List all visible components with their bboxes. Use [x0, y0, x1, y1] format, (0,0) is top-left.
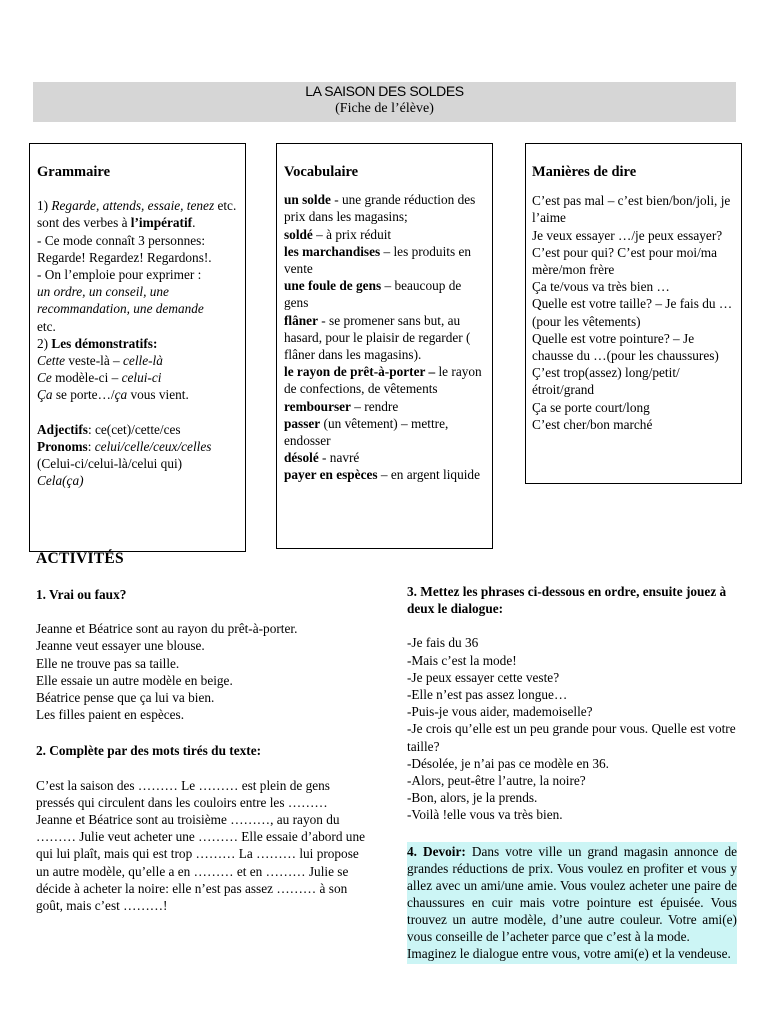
vocab-definition: (un vêtement) – mettre, endosser [284, 415, 449, 449]
spacer [36, 603, 366, 620]
expression-line: Je veux essayer …/je peux essayer? [532, 227, 723, 243]
statement-line: Jeanne veut essayer une blouse. [36, 638, 205, 654]
number-label: 2) [37, 335, 52, 351]
grammaire-adjectifs [37, 421, 239, 438]
dialogue-line: -Désolée, je n’ai pas ce modèle en 36. [407, 755, 609, 771]
expression-line: Ça te/vous va très bien … [532, 279, 670, 295]
vocab-term: rembourser [284, 398, 351, 414]
vocab-term: une foule de gens [284, 278, 382, 294]
text: celui/celle/ceux/celles [94, 438, 212, 454]
exercise-4-title: 4. Devoir: [407, 843, 466, 859]
dialogue-line: -Voilà !elle vous va très bien. [407, 807, 563, 823]
manieres-box [525, 143, 742, 484]
expression-line: Ç’est trop(assez) long/petit/étroit/grand [532, 365, 680, 398]
vocab-term: soldé [284, 226, 313, 242]
dialogue-line: -Mais c’est la mode! [407, 652, 517, 668]
dialogue-line: -Alors, peut-être l’autre, la noire? [407, 773, 586, 789]
grammaire-pronoms [37, 438, 239, 490]
dialogue-line: -Elle n’est pas assez longue… [407, 687, 568, 703]
text: : ce(cet)/cette/ces [87, 421, 181, 437]
term-adjectifs: Adjectifs [37, 421, 88, 437]
text: Ça [37, 387, 53, 403]
text: etc. [37, 318, 56, 334]
grammaire-demonstratifs [37, 335, 239, 404]
exercise-3-title: 3. Mettez les phrases ci-dessous en ordre, ensuite jouez à deux le dialogue: [407, 584, 727, 617]
expression-line: C’est pour qui? C’est pour moi/ma mère/mon frère [532, 244, 718, 278]
vocab-term: désolé [284, 450, 319, 466]
dialogue-line: -Je crois qu’elle est un peu grande pour vous. Quelle est votre taille? [407, 721, 736, 754]
vocab-entry [284, 191, 487, 225]
dialogue-line: -Je peux essayer cette veste? [407, 669, 560, 685]
spacer [36, 760, 366, 777]
grammaire-mode-paragraph: - Ce mode connaît 3 personnes: Regarde! Regardez! Regardons!. [37, 232, 212, 265]
spacer [407, 617, 737, 634]
text: Dans votre ville un grand magasin annonce de grandes réductions de prix. Vous voulez en profiter et vous y allez avec un ami/une amie. Vous voulez acheter une paire de chaussures en cuir mais votre pointure est épuisée. Vous trouvez un autre modèle, d’une autre couleur. Votre ami(e) vous conseille de l’acheter parce que c’est à la mode. [407, 843, 738, 945]
devoir-box [407, 842, 737, 965]
expression-line: Quelle est votre taille? – Je fais du …(pour les vêtements) [532, 296, 733, 329]
text: vous vient. [127, 387, 189, 403]
vocab-term: flâner [284, 312, 318, 328]
text: (Celui-ci/celui-là/celui qui) [37, 456, 183, 472]
right-column [407, 583, 737, 964]
text: celle-là [123, 353, 163, 369]
vocab-definition: le rayon de confections, de vêtements [284, 364, 482, 397]
vocab-entry [284, 312, 487, 364]
vocab-definition: – rendre [350, 398, 399, 414]
vocab-term: les marchandises [284, 243, 381, 259]
example-verbs: Regarde, attends, essaie, tenez [51, 198, 215, 214]
expression-line: C’est pas mal – c’est bien/bon/joli, je l’aime [532, 193, 731, 226]
text: Cette [37, 353, 66, 369]
manieres-heading: Manières de dire [532, 164, 637, 180]
text: veste-là – [65, 353, 124, 369]
text: ça [114, 387, 128, 403]
activites-heading: ACTIVITÉS [36, 550, 124, 567]
exercise-1-title: 1. Vrai ou faux? [36, 587, 127, 602]
vocab-definition: – en argent liquide [377, 467, 480, 483]
vocab-entry [284, 363, 487, 397]
text: Cela(ça) [37, 473, 84, 489]
exercise-2-text: C’est la saison des ……… Le ……… est plein de gens pressés qui circulent dans les couloirs entre les ……… Jeanne et Béatrice sont au troisième ………, au rayon du ……… Julie veut acheter une ……… Elle essaie d’abord une qui lui plaît, mais qui est trop ……… La ……… lui propose un autre modèle, qu’elle a en ……… et en ……… Julie se décide à acheter la noire: elle n’est pas assez ……… à son goût, mais c’est ………! [36, 777, 365, 914]
vocab-definition: - navré [318, 450, 360, 466]
statement-line: Béatrice pense que ça lui va bien. [36, 690, 215, 706]
spacer [36, 723, 366, 742]
left-column [36, 586, 366, 914]
vocab-entry [284, 415, 487, 449]
vocab-entry [284, 466, 487, 483]
statement-line: Les filles paient en espèces. [36, 707, 185, 723]
statement-line: Jeanne et Béatrice sont au rayon du prêt-à-porter. [36, 621, 298, 637]
dialogue-line: -Puis-je vous aider, mademoiselle? [407, 704, 593, 720]
text: modèle-ci – [51, 370, 122, 386]
text: etc. sont des verbes à [37, 198, 237, 231]
usage-list: un ordre, un conseil, une recommandation, une demande [37, 284, 204, 317]
vocab-entry [284, 226, 487, 243]
number-label: 1) [37, 198, 52, 214]
vocab-entry [284, 449, 487, 466]
grammaire-imperatif-paragraph [37, 197, 239, 231]
page-title: LA SAISON DES SOLDES [305, 83, 464, 99]
spacer [407, 824, 737, 842]
vocab-definition: - une grande réduction des prix dans les magasins; [284, 192, 476, 225]
dialogue-line: -Je fais du 36 [407, 635, 479, 651]
dialogue-line: -Bon, alors, je la prends. [407, 790, 538, 806]
devoir-instruction: Imaginez le dialogue entre vous, votre ami(e) et la vendeuse. [407, 946, 731, 962]
expression-line: Quelle est votre pointure? – Je chausse du …(pour les chaussures) [532, 330, 719, 364]
statement-line: Elle essaie un autre modèle en beige. [36, 672, 233, 688]
vocab-term: un solde [284, 192, 331, 208]
vocabulaire-heading: Vocabulaire [284, 164, 359, 180]
vocab-term: passer [284, 415, 321, 431]
statement-line: Elle ne trouve pas sa taille. [36, 655, 180, 671]
vocab-term: payer en espèces [284, 467, 378, 483]
expression-line: Ça se porte court/long [532, 399, 650, 415]
vocabulaire-box [276, 143, 493, 549]
vocab-entry [284, 243, 487, 277]
text: : [87, 438, 95, 454]
vocab-definition: - se promener sans but, au hasard, pour le plaisir de regarder ( flâner dans les magasins). [284, 312, 471, 363]
exercise-2-title: 2. Complète par des mots tirés du texte: [36, 743, 262, 759]
vocab-definition: – beaucoup de gens [284, 278, 462, 311]
title-band [33, 82, 736, 122]
devoir-text [407, 843, 737, 946]
grammaire-usage-paragraph [37, 266, 239, 335]
grammaire-box [29, 143, 246, 552]
term-demonstratifs: Les démonstratifs: [51, 335, 158, 351]
text: se porte…/ [52, 387, 115, 403]
page-subtitle: (Fiche de l’élève) [335, 101, 434, 116]
vocab-definition: – les produits en vente [284, 243, 472, 277]
vocab-definition: – à prix réduit [312, 226, 392, 242]
expression-line: C’est cher/bon marché [532, 416, 653, 432]
text: . [192, 215, 196, 231]
term-imperatif: l’impératif [130, 215, 193, 231]
vocab-entry [284, 277, 487, 311]
vocab-entry [284, 398, 487, 415]
term-pronoms: Pronoms [37, 438, 88, 454]
text: Ce [37, 370, 52, 386]
spacer [37, 404, 239, 421]
grammaire-heading: Grammaire [37, 164, 111, 180]
vocab-term: le rayon de prêt-à-porter – [284, 364, 436, 380]
text: - On l’emploie pour exprimer : [37, 267, 202, 283]
text: celui-ci [121, 370, 162, 386]
